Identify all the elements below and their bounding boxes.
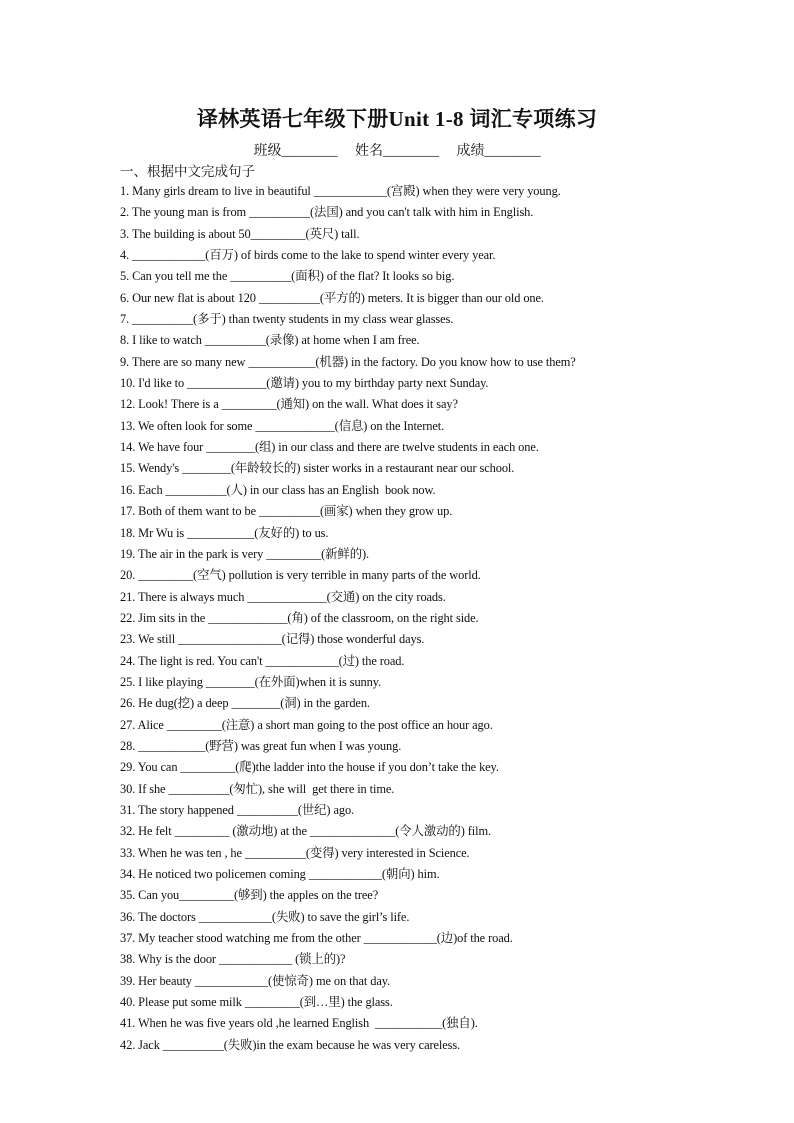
- exercise-item: 34. He noticed two policemen coming ____________(朝向) him.: [120, 867, 440, 881]
- exercise-item: 38. Why is the door ____________ (锁上的)?: [120, 952, 346, 967]
- exercise-item: 29. You can _________(爬)the ladder into the house if you don’t take the key.: [120, 760, 499, 775]
- exercise-item: 4. ____________(百万) of birds come to the lake to spend winter every year.: [120, 248, 496, 263]
- exercise-item: 23. We still _________________(记得) those wonderful days.: [120, 632, 425, 647]
- exercise-item: 30. If she __________(匆忙), she will get there in time.: [120, 781, 395, 796]
- exercise-item: 40. Please put some milk _________(到…里) the glass.: [120, 995, 393, 1010]
- student-info-line: [0, 140, 794, 160]
- exercise-item: 19. The air in the park is very _________(新鲜的).: [120, 546, 370, 561]
- page-title: 译林英语七年级下册Unit 1-8 词汇专项练习: [196, 107, 598, 131]
- exercise-item: 28. ___________(野营) was great fun when I was young.: [120, 738, 402, 753]
- class-field: 班级________: [253, 144, 338, 159]
- exercise-item: 33. When he was ten , he __________(变得) very interested in Science.: [120, 845, 470, 860]
- exercise-item: 17. Both of them want to be __________(画家) when they grow up.: [120, 504, 453, 519]
- exercise-item: 27. Alice _________(注意) a short man going to the post office an hour ago.: [120, 717, 493, 732]
- exercise-item: 1. Many girls dream to live in beautiful ____________(宫殿) when they were very young.: [120, 184, 561, 198]
- exercise-item: 3. The building is about 50_________(英尺) tall.: [120, 226, 360, 241]
- exercise-item: 6. Our new flat is about 120 __________(平方的) meters. It is bigger than our old one.: [120, 290, 544, 305]
- exercise-item: 20. _________(空气) pollution is very terrible in many parts of the world.: [120, 568, 481, 583]
- exercise-item: 15. Wendy's ________(年龄较长的) sister works in a restaurant near our school.: [120, 461, 515, 476]
- exercise-list: [120, 181, 680, 1056]
- exercise-item: 9. There are so many new ___________(机器) in the factory. Do you know how to use them?: [120, 354, 576, 369]
- exercise-item: 14. We have four ________(组) in our class and there are twelve students in each one.: [120, 440, 539, 455]
- exercise-item: 18. Mr Wu is ___________(友好的) to us.: [120, 525, 329, 540]
- exercise-item: 32. He felt _________ (激动地) at the ______________(令人激动的) film.: [120, 824, 491, 839]
- exercise-item: 41. When he was five years old ,he learned English ___________(独自).: [120, 1016, 478, 1031]
- exercise-item: 37. My teacher stood watching me from the other ____________(边)of the road.: [120, 931, 513, 946]
- exercise-item: 35. Can you_________(够到) the apples on the tree?: [120, 888, 379, 903]
- exercise-item: 22. Jim sits in the _____________(角) of the classroom, on the right side.: [120, 610, 479, 625]
- exercise-item: 8. I like to watch __________(录像) at home when I am free.: [120, 333, 420, 348]
- exercise-item: 36. The doctors ____________(失败) to save the girl’s life.: [120, 909, 410, 924]
- exercise-item: 39. Her beauty ____________(使惊奇) me on that day.: [120, 973, 391, 988]
- exercise-item: 24. The light is red. You can't ____________(过) the road.: [120, 653, 405, 668]
- exercise-item: 26. He dug(挖) a deep ________(洞) in the garden.: [120, 696, 370, 711]
- exercise-item: 5. Can you tell me the __________(面积) of the flat? It looks so big.: [120, 269, 455, 284]
- score-field: 成绩________: [456, 144, 541, 159]
- exercise-item: 16. Each __________(人) in our class has an English book now.: [120, 482, 436, 497]
- exercise-item: 21. There is always much _____________(交通) on the city roads.: [120, 589, 446, 604]
- exercise-item: 13. We often look for some _____________(信息) on the Internet.: [120, 418, 445, 433]
- exercise-item: 12. Look! There is a _________(通知) on the wall. What does it say?: [120, 397, 458, 412]
- name-field: 姓名________: [355, 144, 439, 159]
- exercise-item: 2. The young man is from __________(法国) and you can't talk with him in English.: [120, 205, 534, 220]
- exercise-item: 7. __________(多于) than twenty students in my class wear glasses.: [120, 312, 454, 327]
- exercise-item: 10. I'd like to _____________(邀请) you to my birthday party next Sunday.: [120, 376, 489, 391]
- exercise-item: 25. I like playing ________(在外面)when it is sunny.: [120, 674, 382, 689]
- section-heading: 一、根据中文完成句子: [120, 164, 255, 179]
- exercise-item: 31. The story happened __________(世纪) ago.: [120, 802, 355, 817]
- exercise-item: 42. Jack __________(失败)in the exam because he was very careless.: [120, 1037, 461, 1052]
